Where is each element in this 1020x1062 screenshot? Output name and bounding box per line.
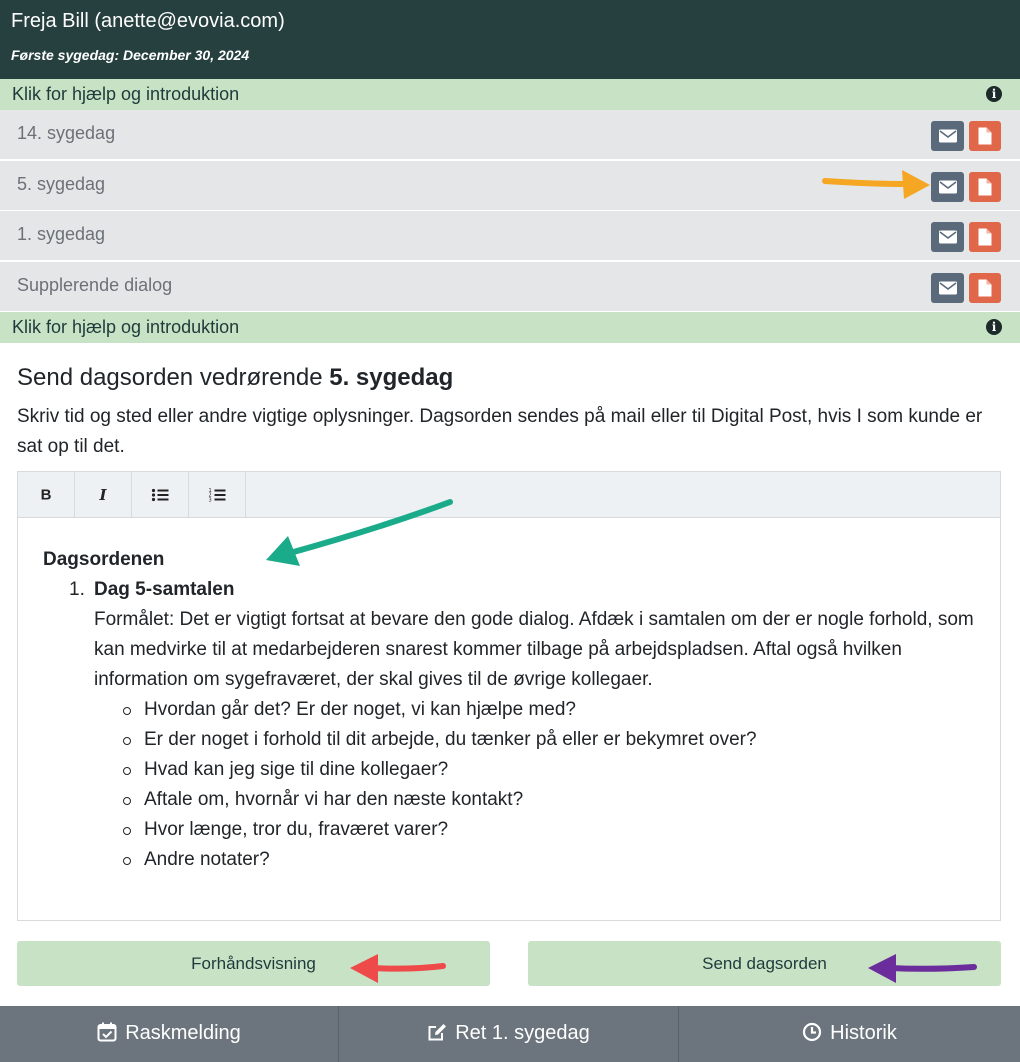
bold-label: B: [40, 486, 52, 503]
italic-label: I: [99, 485, 107, 504]
mail-button[interactable]: [931, 121, 964, 151]
pdf-icon: [979, 128, 992, 145]
svg-text:3: 3: [208, 496, 212, 502]
first-sick-day: Første sygedag: December 30, 2024: [11, 47, 250, 63]
dialog-row-label: 1. sygedag: [17, 224, 106, 244]
form-title-day: 5. sygedag: [329, 364, 454, 391]
help-bar-label: Klik for hjælp og introduktion: [12, 84, 240, 104]
agenda-item-title: Dag 5-samtalen: [94, 579, 235, 600]
history-label: Historik: [830, 1022, 897, 1044]
mail-button[interactable]: [931, 172, 964, 202]
mail-icon: [939, 130, 957, 143]
numbered-list-button[interactable]: [189, 472, 246, 517]
info-icon: i: [986, 86, 1002, 102]
history-button[interactable]: [679, 1006, 1020, 1062]
dialog-row-label: Supplerende dialog: [17, 275, 173, 295]
agenda-question-list: [94, 695, 983, 875]
list-item: Aftale om, hvornår vi har den næste kontakt?: [144, 785, 983, 815]
quick-report-label: Raskmelding: [125, 1022, 241, 1044]
preview-button[interactable]: Forhåndsvisning: [17, 941, 490, 986]
numbered-list-icon: [209, 488, 226, 502]
pdf-button[interactable]: [969, 172, 1001, 202]
footer-bar: [0, 1006, 1020, 1062]
edit-icon: [427, 1022, 447, 1042]
bullet-list-icon: [152, 488, 169, 501]
help-bar-top[interactable]: [0, 79, 1020, 110]
mail-button[interactable]: [931, 273, 964, 303]
form-title: [17, 364, 453, 392]
quick-report-button[interactable]: [0, 1006, 339, 1062]
editor-content[interactable]: [43, 545, 983, 875]
bullet-list-button[interactable]: [132, 472, 189, 517]
agenda-item-number: 1.: [69, 579, 85, 600]
edit-first-day-button[interactable]: [339, 1006, 679, 1062]
clock-icon: [802, 1022, 822, 1042]
pdf-icon: [979, 179, 992, 196]
help-bar-label: Klik for hjælp og introduktion: [12, 317, 240, 337]
employee-name: Freja Bill (anette@evovia.com): [11, 10, 285, 32]
dialog-row-label: 5. sygedag: [17, 174, 106, 194]
dialog-row-supplementary[interactable]: [0, 262, 1020, 312]
edit-first-day-label: Ret 1. sygedag: [455, 1022, 590, 1044]
list-item: Hvordan går det? Er der noget, vi kan hjælpe med?: [144, 695, 983, 725]
help-bar-bottom[interactable]: [0, 312, 1020, 343]
list-item: Hvad kan jeg sige til dine kollegaer?: [144, 755, 983, 785]
list-item: Hvor længe, tror du, fraværet varer?: [144, 815, 983, 845]
send-agenda-button[interactable]: Send dagsorden: [528, 941, 1001, 986]
pdf-icon: [979, 229, 992, 246]
bold-button[interactable]: [18, 472, 75, 517]
mail-icon: [939, 231, 957, 244]
editor-toolbar: [18, 472, 1000, 518]
dialog-row-5[interactable]: [0, 161, 1020, 211]
pdf-button[interactable]: [969, 273, 1001, 303]
mail-button[interactable]: [931, 222, 964, 252]
dialog-row-label: 14. sygedag: [17, 123, 116, 143]
mail-icon: [939, 282, 957, 295]
dialog-row-14[interactable]: [0, 110, 1020, 160]
agenda-editor[interactable]: [17, 471, 1001, 921]
agenda-item: [43, 575, 983, 875]
svg-text:1: 1: [208, 487, 212, 494]
pdf-button[interactable]: [969, 222, 1001, 252]
agenda-heading: Dagsordenen: [43, 549, 165, 570]
employee-header: [0, 0, 1020, 79]
pdf-button[interactable]: [969, 121, 1001, 151]
italic-button[interactable]: [75, 472, 132, 517]
list-item: Andre notater?: [144, 845, 983, 875]
pdf-icon: [979, 280, 992, 297]
calendar-check-icon: [97, 1022, 117, 1042]
agenda-item-text: Formålet: Det er vigtigt fortsat at bevare den gode dialog. Afdæk i samtalen om der er nogle forhold, som kan medvirke til at medarbejderen snarest kommer tilbage på arbejdspladsen. Aftal også hvilken information om sygefraværet, der skal gives til de øvrige kollegaer.: [94, 609, 974, 690]
list-item: Er der noget i forhold til dit arbejde, du tænker på eller er bekymret over?: [144, 725, 983, 755]
mail-icon: [939, 181, 957, 194]
info-icon: i: [986, 319, 1002, 335]
form-title-prefix: Send dagsorden vedrørende: [17, 364, 330, 391]
svg-text:2: 2: [208, 492, 212, 499]
form-description: Skriv tid og sted eller andre vigtige oplysninger. Dagsorden sendes på mail eller til Digital Post, hvis I som kunde er sat op til det.: [17, 406, 983, 457]
dialog-row-1[interactable]: [0, 211, 1020, 261]
